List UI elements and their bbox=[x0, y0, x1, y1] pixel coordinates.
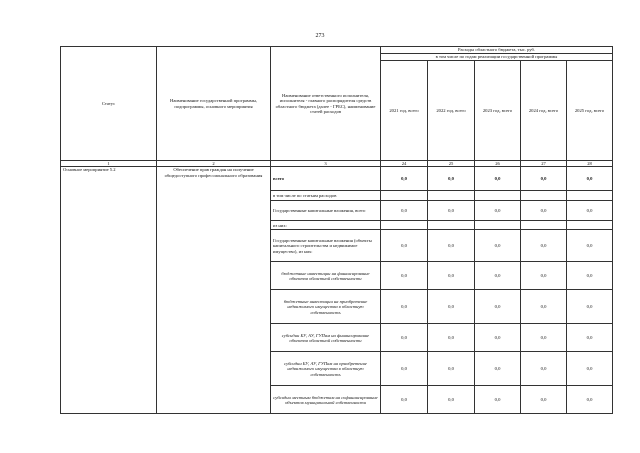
value-cell: 0,0 bbox=[521, 262, 567, 290]
value-cell: 0,0 bbox=[428, 201, 475, 221]
value-cell: 0,0 bbox=[521, 201, 567, 221]
value-cell: 0,0 bbox=[475, 290, 521, 324]
value-cell: 0,0 bbox=[521, 167, 567, 191]
value-cell: 0,0 bbox=[428, 167, 475, 191]
value-cell: 0,0 bbox=[381, 324, 428, 352]
value-cell: 0,0 bbox=[428, 386, 475, 414]
row-label: субсидии БУ, АУ, ГУПам на приобретение недвижимого имущества в областную собственность bbox=[271, 352, 381, 386]
value-cell: 0,0 bbox=[475, 324, 521, 352]
header-year-2023: 2023 год, всего bbox=[475, 61, 521, 161]
value-cell: 0,0 bbox=[475, 201, 521, 221]
value-cell: 0,0 bbox=[475, 167, 521, 191]
header-expenses: Расходы областного бюджета, тыс. руб. bbox=[381, 47, 613, 54]
row-label: из них: bbox=[271, 221, 381, 230]
budget-table bbox=[60, 46, 613, 414]
header-year-2024: 2024 год, всего bbox=[521, 61, 567, 161]
row-label: субсидии БУ, АУ, ГУПам на финансирование объектов областной собственности bbox=[271, 324, 381, 352]
col-number: 3 bbox=[271, 161, 381, 167]
value-cell: 0,0 bbox=[475, 386, 521, 414]
value-cell: 0,0 bbox=[521, 230, 567, 262]
value-cell: 0,0 bbox=[428, 290, 475, 324]
value-cell: 0,0 bbox=[567, 201, 613, 221]
row-label: Государственные капитальные вложения (объекты капитального строительства и недвижимое имущество), из них: bbox=[271, 230, 381, 262]
header-year-2021: 2021 год, всего bbox=[381, 61, 428, 161]
header-status: Статус bbox=[61, 47, 157, 161]
value-cell: 0,0 bbox=[381, 262, 428, 290]
value-cell: 0,0 bbox=[428, 352, 475, 386]
value-cell: 0,0 bbox=[475, 230, 521, 262]
value-cell: 0,0 bbox=[567, 230, 613, 262]
col-number: 2 bbox=[157, 161, 271, 167]
program-cell: Обеспечение прав граждан на получение общедоступного профессионального образования bbox=[157, 167, 271, 414]
value-cell: 0,0 bbox=[475, 352, 521, 386]
value-cell: 0,0 bbox=[521, 352, 567, 386]
value-cell: 0,0 bbox=[521, 324, 567, 352]
col-number: 27 bbox=[521, 161, 567, 167]
col-number: 24 bbox=[381, 161, 428, 167]
row-label: всего bbox=[271, 167, 381, 191]
value-cell: 0,0 bbox=[381, 352, 428, 386]
value-cell: 0,0 bbox=[381, 386, 428, 414]
row-label: бюджетные инвестиции на финансирование объектов областной собственности bbox=[271, 262, 381, 290]
value-cell: 0,0 bbox=[567, 262, 613, 290]
value-cell: 0,0 bbox=[567, 290, 613, 324]
value-cell: 0,0 bbox=[381, 167, 428, 191]
row-label: субсидии местным бюджетам на софинансирование объектов муниципальной собственности bbox=[271, 386, 381, 414]
col-number: 25 bbox=[428, 161, 475, 167]
col-number: 26 bbox=[475, 161, 521, 167]
header-year-2025: 2025 год, всего bbox=[567, 61, 613, 161]
header-program-name: Наименование государственной программы, подпрограммы, основного мероприятия bbox=[157, 47, 271, 161]
value-cell: 0,0 bbox=[381, 230, 428, 262]
page-number: 273 bbox=[315, 33, 325, 39]
value-cell: 0,0 bbox=[521, 386, 567, 414]
col-number: 1 bbox=[61, 161, 157, 167]
value-cell: 0,0 bbox=[567, 386, 613, 414]
value-cell: 0,0 bbox=[428, 230, 475, 262]
value-cell: 0,0 bbox=[428, 262, 475, 290]
row-label: в том числе по статьям расходов bbox=[271, 191, 381, 201]
status-cell: Основное мероприятие 5.2 bbox=[61, 167, 157, 414]
value-cell: 0,0 bbox=[381, 290, 428, 324]
value-cell: 0,0 bbox=[567, 352, 613, 386]
value-cell: 0,0 bbox=[567, 324, 613, 352]
value-cell: 0,0 bbox=[567, 167, 613, 191]
header-year-2022: 2022 год, всего bbox=[428, 61, 475, 161]
col-number: 28 bbox=[567, 161, 613, 167]
value-cell: 0,0 bbox=[521, 290, 567, 324]
value-cell: 0,0 bbox=[381, 201, 428, 221]
value-cell: 0,0 bbox=[428, 324, 475, 352]
header-by-years: в том числе по годам реализации государственной программы bbox=[381, 54, 613, 61]
row-label: бюджетные инвестиции на приобретение недвижимого имущества в областную собственность bbox=[271, 290, 381, 324]
value-cell: 0,0 bbox=[475, 262, 521, 290]
header-executor: Наименование ответственного исполнителя, исполнителя - главного распорядителя средств областного бюджета (далее - ГРБС), наименование статей расходов bbox=[271, 47, 381, 161]
row-label: Государственные капитальные вложения, всего bbox=[271, 201, 381, 221]
